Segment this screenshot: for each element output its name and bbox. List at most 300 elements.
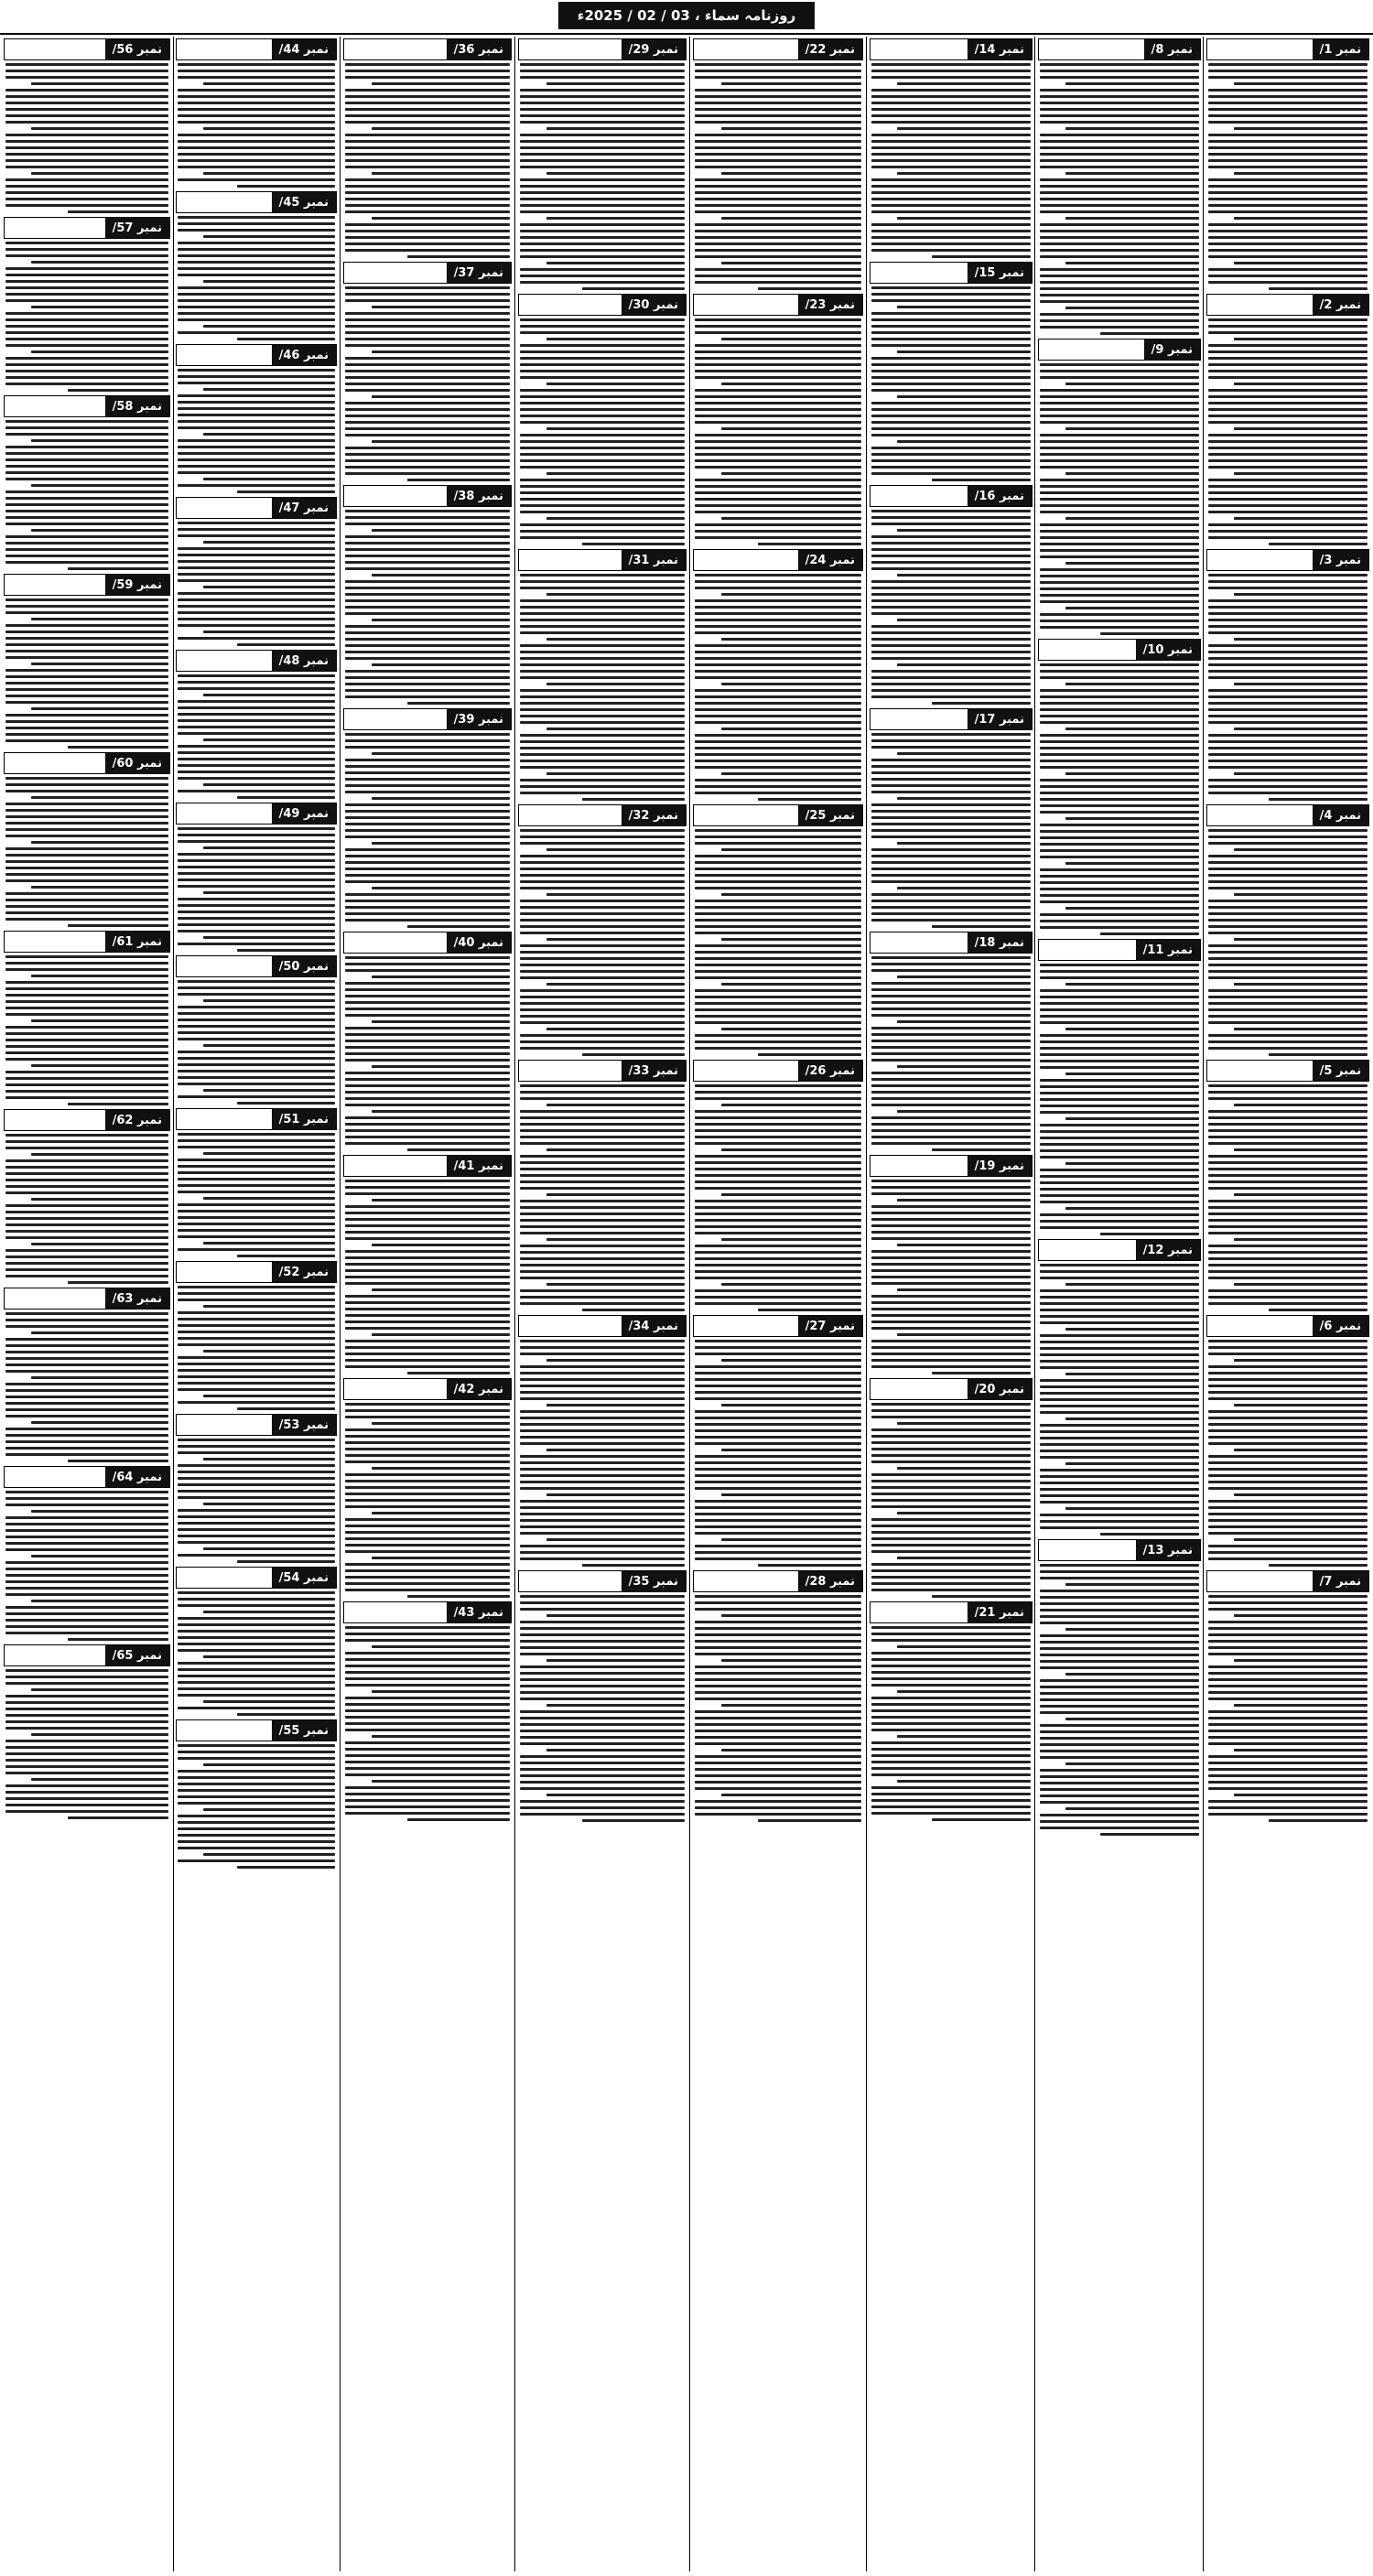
text-line [1234, 1449, 1368, 1451]
news-item [518, 804, 686, 1056]
text-line [897, 350, 1031, 353]
text-line [1040, 114, 1199, 117]
text-line [345, 243, 510, 245]
text-line [871, 1793, 1031, 1795]
text-line [1234, 938, 1368, 941]
text-line [1208, 900, 1368, 902]
text-line [178, 834, 335, 836]
text-line [203, 631, 335, 633]
text-line [1065, 172, 1199, 175]
text-line [5, 994, 168, 997]
text-line [345, 1525, 510, 1527]
text-line [871, 1665, 1031, 1667]
text-line [1234, 472, 1368, 475]
text-line [1208, 440, 1368, 443]
text-line [345, 1269, 510, 1272]
text-line [1040, 1756, 1199, 1759]
text-line [520, 721, 685, 724]
text-line [5, 1236, 168, 1239]
text-line [695, 835, 861, 838]
item-body-text [1206, 829, 1369, 1056]
text-line [345, 1454, 510, 1457]
heading-underbar [694, 805, 798, 825]
text-line [546, 1704, 685, 1707]
text-line [1040, 313, 1199, 316]
text-line [178, 153, 335, 156]
text-line [178, 1515, 335, 1518]
text-line [345, 230, 510, 232]
text-line [178, 1439, 335, 1441]
text-line [1040, 1079, 1199, 1082]
text-line [897, 887, 1031, 889]
text-line [897, 1288, 1031, 1291]
text-line [1040, 1194, 1199, 1197]
text-line [520, 204, 685, 207]
text-line [178, 146, 335, 149]
text-line [695, 1302, 861, 1305]
news-item [4, 1288, 170, 1462]
text-line [1208, 663, 1368, 666]
item-body-text [1038, 63, 1201, 335]
news-item [693, 1570, 863, 1822]
text-line [1208, 644, 1368, 647]
text-line [5, 458, 168, 461]
news-item [4, 217, 170, 392]
text-line [871, 759, 1031, 761]
text-line [1065, 1762, 1199, 1765]
text-line [520, 1532, 685, 1535]
text-line [871, 893, 1031, 896]
text-line [695, 376, 861, 379]
text-line [520, 421, 685, 424]
text-line [1040, 1827, 1199, 1829]
item-body-text [4, 63, 170, 213]
text-line [695, 900, 861, 902]
text-line [5, 1032, 168, 1035]
text-line [871, 102, 1031, 104]
text-line [345, 1052, 510, 1055]
item-body-text [343, 286, 512, 481]
text-line [178, 624, 335, 627]
text-line [5, 1632, 168, 1634]
text-line [178, 299, 335, 302]
text-line [695, 1551, 861, 1554]
text-line [897, 1333, 1031, 1336]
text-line [695, 421, 861, 424]
text-line [1040, 1130, 1199, 1133]
news-item [518, 549, 686, 801]
news-item [693, 804, 863, 1056]
text-line [520, 1442, 685, 1445]
heading-underbar [5, 932, 105, 952]
text-line [31, 484, 168, 487]
text-line [5, 370, 168, 372]
text-line [345, 606, 510, 609]
text-line [520, 868, 685, 870]
text-line [1208, 1206, 1368, 1209]
text-line [178, 866, 335, 868]
text-line [721, 1614, 861, 1617]
item-heading [343, 1378, 512, 1400]
text-line [203, 1611, 335, 1613]
text-line [1208, 95, 1368, 98]
text-line [520, 1034, 685, 1037]
text-line [520, 230, 685, 232]
text-line [178, 1802, 335, 1805]
text-line [203, 1503, 335, 1505]
text-line [178, 121, 335, 124]
text-line [345, 198, 510, 200]
text-line [1208, 766, 1368, 769]
text-line [178, 1757, 335, 1760]
text-line [695, 574, 861, 577]
text-line [1065, 1673, 1199, 1676]
text-line [345, 784, 510, 787]
text-line [178, 598, 335, 601]
text-line [372, 975, 510, 978]
text-line [1208, 976, 1368, 979]
text-line [1208, 1397, 1368, 1400]
heading-underbar [177, 345, 272, 365]
text-line [520, 580, 685, 583]
news-column [1206, 37, 1369, 2571]
text-line [520, 185, 685, 188]
text-line [546, 1238, 685, 1241]
text-line [178, 1789, 335, 1792]
text-line [1208, 1429, 1368, 1432]
text-line [871, 567, 1031, 570]
text-line [407, 1818, 510, 1821]
text-line [1208, 223, 1368, 226]
text-line [1040, 1105, 1199, 1107]
text-line [871, 1320, 1031, 1323]
text-line [5, 478, 168, 480]
text-line [345, 848, 510, 851]
text-line [871, 1493, 1031, 1495]
text-line [5, 1223, 168, 1226]
text-line [5, 318, 168, 321]
text-line [1065, 1373, 1199, 1375]
text-line [1040, 702, 1199, 705]
text-line [345, 1250, 510, 1253]
text-line [695, 249, 861, 252]
text-line [5, 121, 168, 124]
text-line [695, 1257, 861, 1260]
text-line [5, 108, 168, 111]
text-line [871, 236, 1031, 239]
text-line [372, 619, 510, 621]
text-line [1040, 1705, 1199, 1708]
heading-underbar [5, 1288, 105, 1309]
text-line [5, 426, 168, 429]
text-line [520, 134, 685, 136]
text-line [178, 726, 335, 728]
text-line [178, 331, 335, 334]
text-line [520, 1232, 685, 1234]
text-line [871, 1218, 1031, 1221]
text-line [178, 554, 335, 556]
text-line [345, 880, 510, 883]
text-line [1234, 172, 1368, 175]
text-line [695, 1608, 861, 1611]
text-line [695, 1417, 861, 1419]
text-line [345, 1359, 510, 1362]
text-line [695, 1621, 861, 1623]
text-line [1065, 1718, 1199, 1720]
text-line [871, 1761, 1031, 1763]
news-item [343, 38, 512, 258]
heading-underbar [344, 1602, 447, 1622]
text-line [721, 593, 861, 596]
text-line [1040, 1270, 1199, 1273]
text-line [520, 389, 685, 392]
text-line [758, 287, 861, 290]
text-line [1208, 146, 1368, 149]
text-line [871, 243, 1031, 245]
text-line [178, 1031, 335, 1034]
text-line [721, 1449, 861, 1451]
text-line [178, 1369, 335, 1372]
text-line [520, 663, 685, 666]
text-line [178, 618, 335, 620]
text-line [871, 651, 1031, 653]
text-line [1040, 1456, 1199, 1459]
text-line [5, 1051, 168, 1054]
text-line [721, 1493, 861, 1496]
text-line [1040, 1008, 1199, 1011]
text-line [178, 248, 335, 251]
text-line [1040, 536, 1199, 539]
text-line [871, 823, 1031, 825]
text-line [178, 1159, 335, 1161]
text-line [1208, 1423, 1368, 1426]
item-heading [343, 1601, 512, 1623]
text-line [1040, 1334, 1199, 1337]
text-line [520, 734, 685, 737]
text-line [520, 370, 685, 372]
text-line [1065, 1417, 1199, 1420]
text-line [582, 1309, 685, 1311]
text-line [1040, 1814, 1199, 1816]
text-line [1040, 1775, 1199, 1778]
text-line [520, 434, 685, 437]
text-line [345, 835, 510, 838]
text-line [5, 1211, 168, 1213]
text-line [1040, 159, 1199, 162]
text-line [1040, 1315, 1199, 1318]
item-heading [1038, 339, 1201, 361]
text-line [1040, 900, 1199, 903]
text-line [68, 567, 168, 570]
text-line [178, 369, 335, 372]
text-line [1040, 376, 1199, 379]
text-line [1040, 1066, 1199, 1069]
text-line [897, 1780, 1031, 1783]
text-line [1208, 964, 1368, 966]
text-line [345, 1327, 510, 1330]
column-rule [340, 37, 341, 2571]
text-line [520, 1698, 685, 1700]
text-line [695, 976, 861, 979]
text-line [5, 1249, 168, 1252]
item-heading [518, 38, 686, 60]
text-line [695, 855, 861, 857]
text-line [1040, 223, 1199, 226]
text-line [1065, 1117, 1199, 1120]
text-line [1065, 1162, 1199, 1165]
text-line [932, 1595, 1031, 1598]
text-line [871, 606, 1031, 609]
text-line [520, 906, 685, 909]
text-line [178, 1095, 335, 1098]
text-line [546, 1749, 685, 1751]
text-line [1208, 1200, 1368, 1202]
text-line [871, 829, 1031, 832]
heading-underbar [5, 1645, 105, 1665]
text-line [695, 447, 861, 449]
text-line [5, 1593, 168, 1596]
item-body-text [870, 286, 1032, 481]
item-body-text [1038, 1564, 1201, 1836]
text-line [546, 1148, 685, 1151]
text-line [1208, 1442, 1368, 1445]
text-line [871, 1224, 1031, 1227]
text-line [695, 230, 861, 232]
text-line [345, 1799, 510, 1802]
text-line [695, 153, 861, 156]
news-item [176, 1261, 337, 1410]
text-line [1234, 683, 1368, 685]
text-line [871, 1308, 1031, 1310]
text-line [178, 522, 335, 524]
item-number-label: نمبر 51/ [272, 1109, 336, 1129]
item-body-text [870, 733, 1032, 928]
text-line [178, 878, 335, 881]
text-line [520, 861, 685, 864]
heading-underbar [177, 956, 272, 976]
text-line [695, 1385, 861, 1387]
text-line [1208, 631, 1368, 634]
text-line [1234, 1028, 1368, 1030]
text-line [345, 1722, 510, 1725]
text-line [721, 1538, 861, 1541]
text-line [1208, 1653, 1368, 1655]
text-line [1208, 1800, 1368, 1803]
text-line [345, 146, 510, 149]
text-line [345, 223, 510, 226]
text-line [178, 1535, 335, 1537]
text-line [1208, 957, 1368, 960]
text-line [345, 906, 510, 909]
text-line [1208, 1640, 1368, 1643]
text-line [932, 1818, 1031, 1821]
text-line [5, 1516, 168, 1519]
text-line [871, 791, 1031, 793]
text-line [1208, 625, 1368, 628]
item-heading [343, 932, 512, 954]
text-line [520, 1397, 685, 1400]
text-line [695, 1487, 861, 1490]
text-line [203, 936, 335, 939]
item-body-text [693, 574, 863, 801]
text-line [695, 868, 861, 870]
text-line [1208, 1213, 1368, 1215]
text-line [5, 1351, 168, 1353]
text-line [1208, 1723, 1368, 1726]
text-line [520, 1468, 685, 1471]
text-line [871, 1729, 1031, 1731]
text-line [871, 510, 1031, 512]
item-heading [343, 485, 512, 507]
item-body-text [343, 1180, 512, 1374]
text-line [871, 612, 1031, 615]
text-line [31, 975, 168, 977]
text-line [871, 1072, 1031, 1074]
text-line [1208, 281, 1368, 284]
text-line [1208, 1813, 1368, 1816]
text-line [695, 1123, 861, 1126]
text-line [520, 1047, 685, 1050]
news-item [870, 932, 1032, 1151]
text-line [871, 1754, 1031, 1757]
text-line [5, 822, 168, 825]
text-line [520, 599, 685, 602]
item-heading [4, 574, 170, 596]
text-line [203, 280, 335, 283]
text-line [178, 917, 335, 920]
text-line [237, 490, 335, 493]
text-line [695, 606, 861, 609]
text-line [5, 1810, 168, 1813]
text-line [1208, 485, 1368, 488]
text-line [5, 1574, 168, 1577]
text-line [178, 1171, 335, 1174]
text-line [178, 166, 335, 168]
text-line [1040, 1169, 1199, 1171]
text-line [31, 1198, 168, 1201]
text-line [178, 777, 335, 780]
text-line [5, 1159, 168, 1162]
text-line [31, 886, 168, 889]
text-line [5, 510, 168, 512]
item-heading [343, 708, 512, 730]
text-line [1208, 415, 1368, 417]
text-line [1040, 587, 1199, 590]
text-line [5, 675, 168, 678]
text-line [1040, 1040, 1199, 1043]
heading-underbar [519, 1061, 622, 1081]
text-line [1040, 1021, 1199, 1024]
text-line [5, 1580, 168, 1583]
text-line [520, 1455, 685, 1458]
text-line [1040, 626, 1199, 629]
text-line [546, 472, 685, 475]
text-line [1208, 1136, 1368, 1138]
text-line [1208, 1385, 1368, 1387]
text-line [5, 1319, 168, 1321]
text-line [1208, 1225, 1368, 1228]
text-line [1040, 1475, 1199, 1478]
item-body-text [176, 369, 337, 493]
column-rule [1203, 37, 1204, 2571]
text-line [695, 1034, 861, 1037]
text-line [1040, 1289, 1199, 1292]
text-line [520, 275, 685, 277]
text-line [546, 1104, 685, 1106]
text-line [1234, 1359, 1368, 1362]
text-line [5, 1013, 168, 1016]
text-line [5, 981, 168, 984]
